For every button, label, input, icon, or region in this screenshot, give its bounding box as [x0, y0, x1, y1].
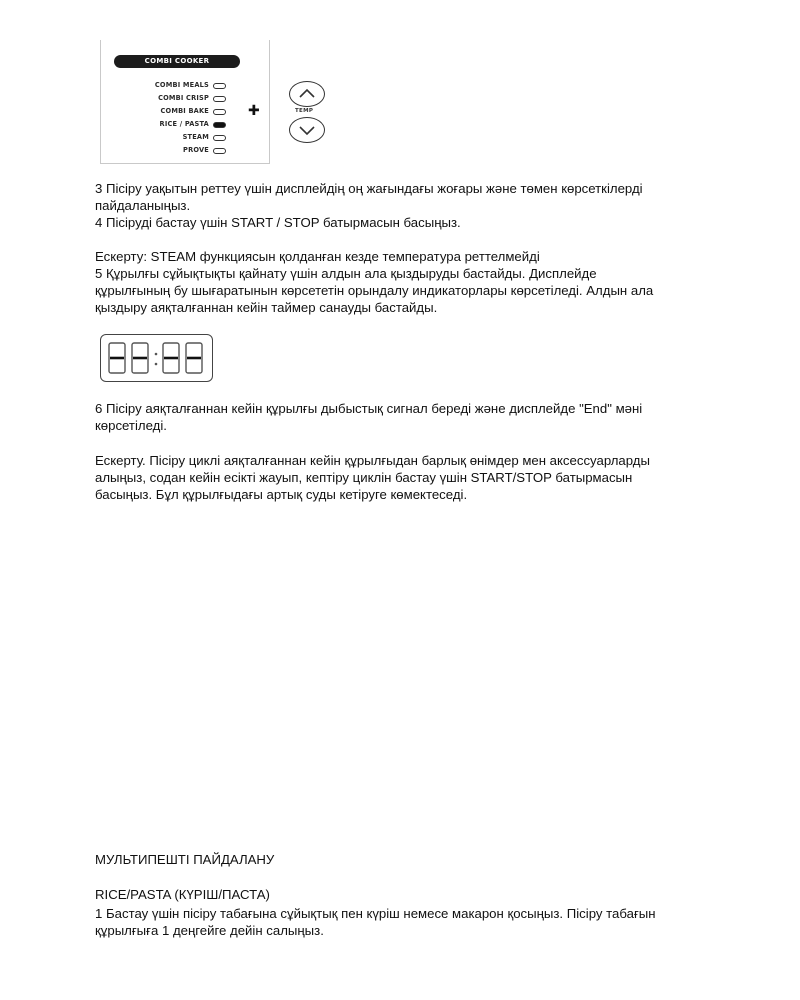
- text-line: құрылғыға 1 деңгейге дейін салыңыз.: [95, 923, 324, 938]
- step-1-paragraph: [95, 905, 742, 939]
- dashed-segment-readout: [101, 335, 214, 383]
- mode-row-combi-crisp: [110, 93, 234, 104]
- text-line: алыңыз, содан кейін есікті жауып, кептіру циклін бастау үшін START/STOP батырмасын: [95, 470, 633, 485]
- plus-icon: ✚: [248, 103, 260, 119]
- steam-note: Ескерту: STEAM функциясын қолданған кезде температура реттелмейді: [95, 249, 540, 264]
- text-line: көрсетіледі.: [95, 418, 167, 433]
- section-title: МУЛЬТИПЕШТІ ПАЙДАЛАНУ: [95, 852, 275, 867]
- text-line: 3 Пісіру уақытын реттеу үшін дисплейдің оң жағындағы жоғары және төмен көрсеткілерді: [95, 181, 643, 196]
- mode-row-prove: [110, 145, 234, 156]
- mode-label: COMBI MEALS: [154, 81, 209, 89]
- text-line: басыңыз. Бұл құрылғыдағы артық суды кетіруге көмектеседі.: [95, 487, 468, 502]
- text-line: қыздыру аяқталғаннан кейін таймер санауды бастайды.: [95, 300, 438, 315]
- mode-indicator-led: [213, 148, 226, 154]
- step-6-paragraph: [95, 400, 742, 434]
- mode-label: RICE / PASTA: [159, 120, 209, 128]
- temp-down-button: [289, 117, 325, 143]
- subsection-title: RICE/PASTA (КҮРІШ/ПАСТА): [95, 887, 270, 902]
- mode-label: COMBI BAKE: [160, 107, 209, 115]
- text-line: құрылғының бу шығаратынын көрсететін орындалу индикаторлары көрсетіледі. Алдын ала: [95, 283, 654, 298]
- temp-label: TEMP: [295, 108, 314, 114]
- drying-cycle-note: [95, 452, 742, 503]
- text-line: 6 Пісіру аяқталғаннан кейін құрылғы дыбыстық сигнал береді және дисплейде "End" мәні: [95, 401, 643, 416]
- step-5-paragraph: [95, 265, 742, 316]
- temp-up-button: [289, 81, 325, 107]
- mode-label: PROVE: [183, 146, 209, 154]
- mode-indicator-led: [213, 135, 226, 141]
- panel-title-badge: COMBI COOKER: [114, 55, 240, 68]
- text-line: 5 Құрылғы сұйықтықты қайнату үшін алдын ала қыздыруды бастайды. Дисплейде: [95, 266, 597, 281]
- mode-indicator-led: [213, 96, 226, 102]
- chevron-down-icon: [290, 118, 324, 142]
- text-line: Ескерту. Пісіру циклі аяқталғаннан кейін құрылғыдан барлық өнімдер мен аксессуарларды: [95, 453, 650, 468]
- text-line: пайдаланыңыз.: [95, 198, 191, 213]
- mode-row-combi-meals: [110, 80, 234, 91]
- mode-row-rice-pasta: [110, 119, 234, 130]
- control-panel-figure: [100, 40, 270, 165]
- timer-display-figure: [100, 334, 213, 382]
- mode-indicator-led: [213, 83, 226, 89]
- step-4-paragraph: 4 Пісіруді бастау үшін START / STOP батырмасын басыңыз.: [95, 215, 461, 230]
- text-line: 1 Бастау үшін пісіру табағына сұйықтық пен күріш немесе макарон қосыңыз. Пісіру табағын: [95, 906, 656, 921]
- mode-indicator-led-active: [213, 122, 226, 128]
- mode-row-steam: [110, 132, 234, 143]
- mode-indicator-led: [213, 109, 226, 115]
- chevron-up-icon: [290, 82, 324, 106]
- step-3-paragraph: [95, 180, 742, 214]
- mode-label: STEAM: [182, 133, 209, 141]
- mode-label: COMBI CRISP: [158, 94, 209, 102]
- mode-row-combi-bake: [110, 106, 234, 117]
